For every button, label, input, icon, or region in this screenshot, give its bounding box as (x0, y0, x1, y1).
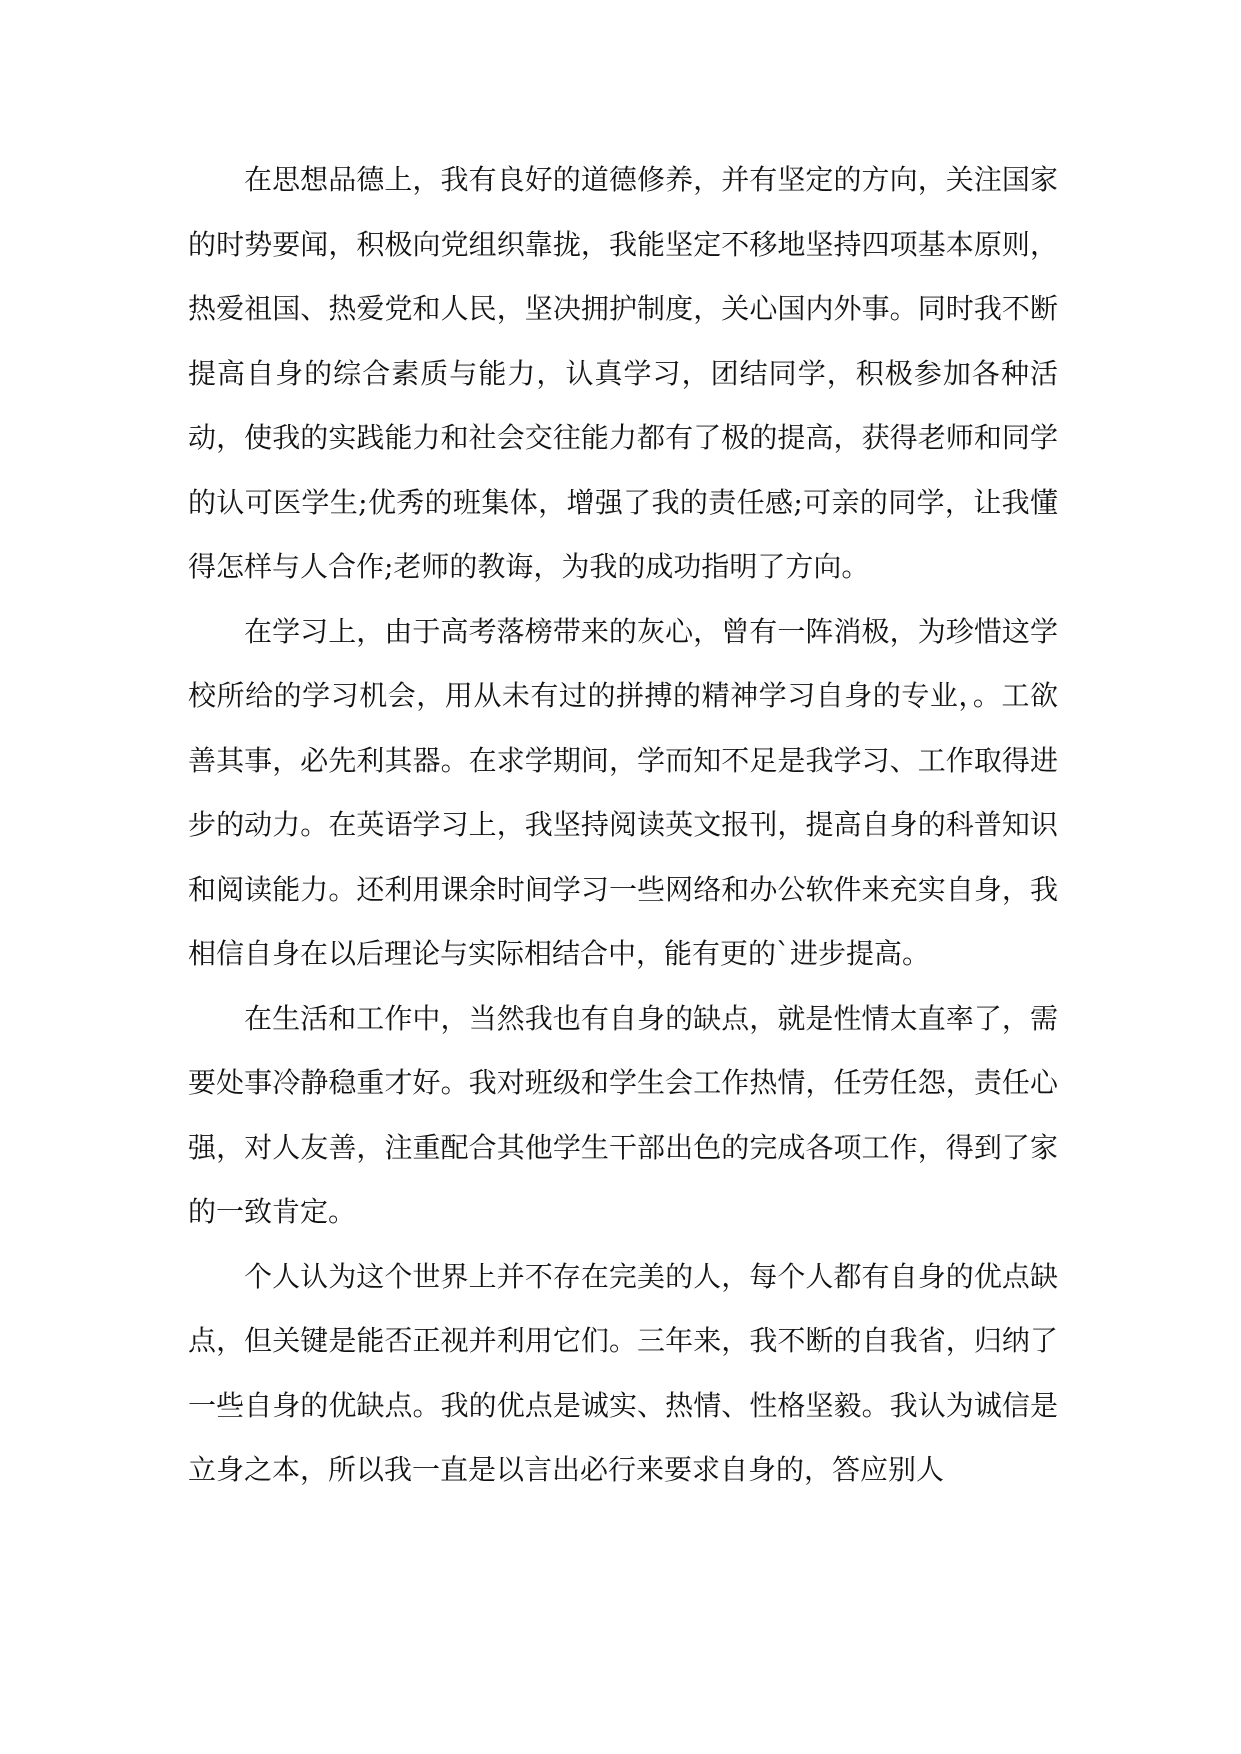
paragraph-study: 在学习上，由于高考落榜带来的灰心，曾有一阵消极，为珍惜这学校所给的学习机会，用从未有过的拼搏的精神学习自身的专业，。工欲善其事，必先利其器。在求学期间，学而知不足是我学习、工作取得进步的动力。在英语学习上，我坚持阅读英文报刊，提高自身的科普知识和阅读能力。还利用课余时间学习一些网络和办公软件来充实自身，我相信自身在以后理论与实际相结合中，能有更的`进步提高。 (188, 614, 1058, 970)
paragraph-self-assessment: 个人认为这个世界上并不存在完美的人，每个人都有自身的优点缺点，但关键是能否正视并利用它们。三年来，我不断的自我省，归纳了一些自身的优缺点。我的优点是诚实、热情、性格坚毅。我认为诚信是立身之本，所以我一直是以言出必行来要求自身的，答应别人 (188, 1259, 1058, 1486)
paragraph-life-and-work: 在生活和工作中，当然我也有自身的缺点，就是性情太直率了，需要处事冷静稳重才好。我对班级和学生会工作热情，任劳任怨，责任心强，对人友善，注重配合其他学生干部出色的完成各项工作，得到了家的一致肯定。 (188, 1001, 1058, 1228)
document-page (188, 148, 1058, 1503)
paragraph-moral-character: 在思想品德上，我有良好的道德修养，并有坚定的方向，关注国家的时势要闻，积极向党组织靠拢，我能坚定不移地坚持四项基本原则，热爱祖国、热爱党和人民，坚决拥护制度，关心国内外事。同时我不断提高自身的综合素质与能力，认真学习，团结同学，积极参加各种活动，使我的实践能力和社会交往能力都有了极的提高，获得老师和同学的认可医学生;优秀的班集体，增强了我的责任感;可亲的同学，让我懂得怎样与人合作;老师的教诲，为我的成功指明了方向。 (188, 163, 1058, 583)
